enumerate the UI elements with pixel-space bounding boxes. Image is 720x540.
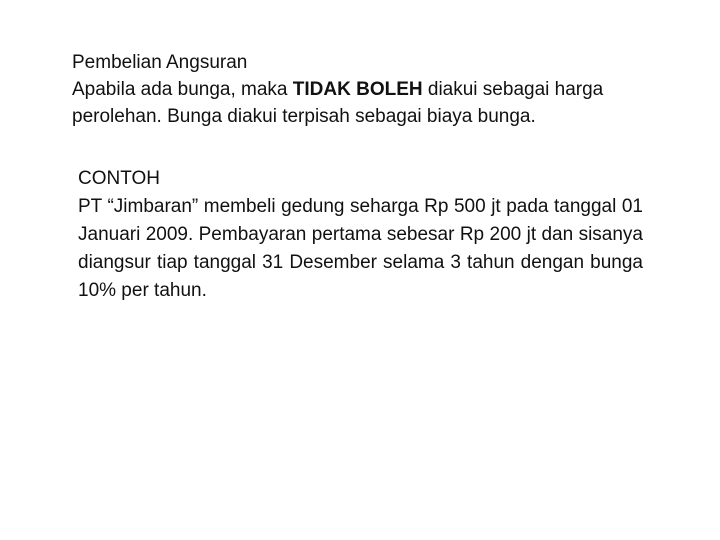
intro-text-before: Apabila ada bunga, maka: [72, 79, 293, 100]
intro-line-1: [72, 76, 672, 103]
section-heading: Pembelian Angsuran: [72, 52, 248, 73]
emphasis-text: TIDAK BOLEH: [292, 79, 423, 100]
intro-line-2: perolehan. Bunga diakui terpisah sebagai biaya bunga.: [72, 106, 536, 127]
intro-text-after: diakui sebagai harga: [422, 79, 604, 100]
example-block: [78, 165, 643, 305]
example-heading: CONTOH: [78, 168, 160, 189]
example-body: PT “Jimbaran” membeli gedung seharga Rp 500 jt pada tanggal 01 Januari 2009. Pembayaran pertama sebesar Rp 200 jt dan sisanya diangsur tiap tanggal 31 Desember selama 3 tahun dengan bunga 10% per tahun.: [78, 196, 643, 301]
intro-block: [72, 49, 672, 130]
